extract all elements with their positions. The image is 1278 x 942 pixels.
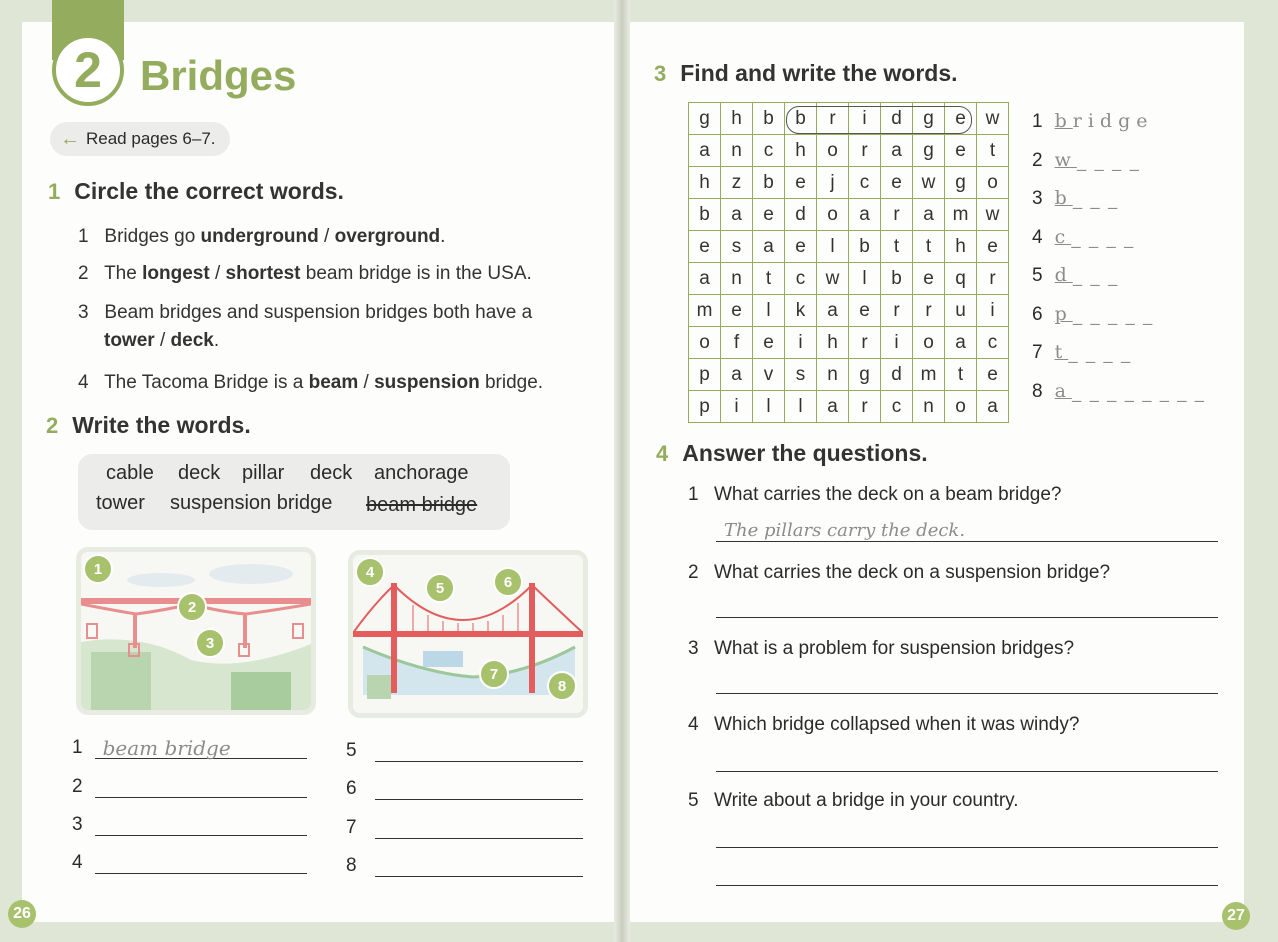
grid-cell[interactable]: r: [881, 295, 913, 327]
grid-cell[interactable]: w: [977, 103, 1009, 135]
grid-cell[interactable]: i: [881, 327, 913, 359]
grid-cell[interactable]: d: [785, 199, 817, 231]
clue-number: 2: [1032, 149, 1043, 171]
answer-line-q4[interactable]: [716, 770, 1218, 772]
clue-letters: [1055, 226, 1135, 248]
grid-cell[interactable]: r: [817, 103, 849, 135]
grid-cell[interactable]: e: [977, 231, 1009, 263]
answer-line[interactable]: [375, 816, 583, 839]
grid-cell[interactable]: e: [753, 199, 785, 231]
word-clue[interactable]: [1032, 264, 1118, 287]
ex2-answer-8: 8: [346, 854, 583, 877]
grid-cell[interactable]: n: [913, 391, 945, 423]
grid-cell[interactable]: l: [753, 391, 785, 423]
grid-row: [689, 199, 1009, 231]
word-bank-item: tower: [96, 492, 145, 514]
grid-cell[interactable]: r: [913, 295, 945, 327]
grid-cell[interactable]: p: [689, 359, 721, 391]
arrow-left-icon: ←: [60, 127, 80, 150]
grid-cell[interactable]: b: [881, 263, 913, 295]
clue-letters: [1055, 380, 1206, 402]
grid-cell[interactable]: l: [849, 263, 881, 295]
grid-cell[interactable]: e: [689, 231, 721, 263]
clue-number: 8: [1032, 380, 1043, 402]
picture-label: 6: [493, 567, 523, 597]
ex2-answer-2: 2: [72, 775, 307, 798]
grid-cell[interactable]: z: [721, 167, 753, 199]
grid-cell[interactable]: t: [753, 263, 785, 295]
grid-cell[interactable]: c: [881, 391, 913, 423]
answer-line[interactable]: [95, 813, 307, 836]
read-pages-text: Read pages 6–7.: [86, 129, 216, 148]
unit-title: Bridges: [140, 52, 297, 99]
beam-bridge-picture: [76, 547, 316, 715]
question-1: 1 What carries the deck on a beam bridge?: [688, 484, 1062, 505]
grid-cell[interactable]: s: [785, 359, 817, 391]
grid-cell[interactable]: b: [753, 167, 785, 199]
clue-letters: [1055, 149, 1140, 171]
word-bank-item: deck: [310, 462, 353, 484]
grid-cell[interactable]: a: [977, 391, 1009, 423]
grid-cell[interactable]: o: [913, 327, 945, 359]
grid-cell[interactable]: t: [945, 359, 977, 391]
word-bank-item: cable: [106, 462, 154, 484]
grid-cell[interactable]: b: [689, 199, 721, 231]
option-longest[interactable]: longest: [142, 263, 210, 284]
grid-cell[interactable]: r: [977, 263, 1009, 295]
clue-number: 3: [1032, 188, 1043, 209]
word-clue[interactable]: [1032, 226, 1134, 249]
word-clue[interactable]: [1032, 380, 1205, 403]
ex1-item-1: 1 Bridges go underground / overground.: [78, 226, 446, 247]
grid-cell[interactable]: w: [817, 263, 849, 295]
grid-row: [689, 135, 1009, 167]
exercise-4-heading: 4 Answer the questions.: [656, 440, 928, 466]
grid-cell[interactable]: g: [849, 359, 881, 391]
option-shortest[interactable]: shortest: [225, 263, 301, 284]
grid-cell[interactable]: c: [977, 327, 1009, 359]
ex2-answer-5: 5: [346, 739, 583, 762]
grid-row: [689, 295, 1009, 327]
clue-number: 4: [1032, 226, 1043, 248]
page-number-left: 26: [8, 900, 36, 928]
grid-cell[interactable]: g: [913, 135, 945, 167]
grid-cell[interactable]: a: [689, 135, 721, 167]
grid-cell[interactable]: r: [849, 391, 881, 423]
grid-cell[interactable]: e: [753, 327, 785, 359]
grid-cell[interactable]: c: [753, 135, 785, 167]
option-suspension[interactable]: suspension: [374, 372, 480, 393]
grid-cell[interactable]: r: [849, 327, 881, 359]
picture-label: 7: [479, 659, 509, 689]
clue-letters: [1055, 110, 1154, 132]
word-bank-item: pillar: [242, 462, 285, 484]
unit-number: 2: [52, 34, 124, 106]
grid-cell[interactable]: e: [945, 103, 977, 135]
ex1-item-3: 3 Beam bridges and suspension bridges both have a: [78, 302, 533, 323]
read-pages-pill: [50, 122, 230, 156]
grid-cell[interactable]: o: [977, 167, 1009, 199]
grid-cell[interactable]: g: [689, 103, 721, 135]
clue-number: 1: [1032, 111, 1043, 132]
ex1-item-2: 2 The longest / shortest beam bridge is in the USA.: [78, 263, 532, 284]
question-2: 2 What carries the deck on a suspension bridge?: [688, 562, 1111, 583]
grid-cell[interactable]: o: [817, 135, 849, 167]
picture-label: 8: [547, 671, 577, 701]
grid-cell[interactable]: o: [817, 199, 849, 231]
grid-cell[interactable]: o: [689, 327, 721, 359]
clue-number: 6: [1032, 303, 1043, 325]
grid-cell[interactable]: a: [721, 199, 753, 231]
question-4: 4 Which bridge collapsed when it was windy?: [688, 714, 1080, 735]
suspension-bridge-picture: [348, 550, 588, 718]
grid-cell[interactable]: t: [913, 231, 945, 263]
answer-line[interactable]: beam bridge: [95, 736, 307, 759]
grid-cell[interactable]: o: [945, 391, 977, 423]
grid-cell[interactable]: j: [817, 167, 849, 199]
book-gutter: [614, 0, 630, 942]
grid-cell[interactable]: b: [785, 103, 817, 135]
grid-cell[interactable]: m: [689, 295, 721, 327]
ex1-item-4: 4 The Tacoma Bridge is a beam / suspension bridge.: [78, 372, 544, 393]
found-word-circle: [786, 106, 972, 134]
question-3: 3 What is a problem for suspension bridges?: [688, 638, 1075, 659]
grid-cell[interactable]: g: [913, 103, 945, 135]
grid-cell[interactable]: h: [721, 103, 753, 135]
word-bank: [78, 454, 510, 530]
grid-cell[interactable]: i: [977, 295, 1009, 327]
clue-first-letter: c: [1054, 225, 1072, 248]
clue-blanks: _ _ _: [1072, 264, 1119, 286]
grid-cell[interactable]: s: [721, 231, 753, 263]
grid-row: [689, 359, 1009, 391]
grid-cell[interactable]: n: [721, 263, 753, 295]
exercise-1-heading: 1 Circle the correct words.: [48, 178, 344, 204]
grid-cell[interactable]: m: [945, 199, 977, 231]
clue-blanks: _ _ _: [1072, 187, 1119, 209]
grid-cell[interactable]: b: [753, 103, 785, 135]
answer-line-q3[interactable]: [716, 692, 1218, 694]
grid-cell[interactable]: h: [785, 135, 817, 167]
clue-letters: [1055, 264, 1119, 286]
grid-cell[interactable]: c: [785, 263, 817, 295]
grid-cell[interactable]: i: [721, 391, 753, 423]
clue-number: 5: [1032, 265, 1043, 286]
clue-letters: [1055, 303, 1154, 325]
clue-blanks: _ _ _ _ _ _ _ _: [1071, 379, 1206, 402]
grid-cell[interactable]: k: [785, 295, 817, 327]
ex1-item-3-options: tower / deck.: [104, 330, 220, 351]
grid-cell[interactable]: p: [689, 391, 721, 423]
grid-cell[interactable]: h: [689, 167, 721, 199]
clue-blanks: _ _ _ _: [1076, 148, 1140, 171]
grid-cell[interactable]: a: [881, 135, 913, 167]
beam-bridge-illustration: [81, 552, 311, 710]
grid-row: [689, 391, 1009, 423]
ex2-answer-4: 4: [72, 851, 307, 874]
grid-cell[interactable]: c: [849, 167, 881, 199]
ex2-answer-6: 6: [346, 777, 583, 800]
answer-line[interactable]: [375, 739, 583, 762]
clue-first-letter: b: [1054, 110, 1073, 132]
word-clue[interactable]: [1032, 303, 1153, 326]
exercise-2-heading: 2 Write the words.: [46, 412, 251, 438]
word-bank-item: suspension bridge: [170, 492, 333, 514]
grid-cell[interactable]: w: [977, 199, 1009, 231]
exercise-3-heading: 3 Find and write the words.: [654, 60, 958, 86]
grid-cell[interactable]: e: [785, 167, 817, 199]
grid-cell[interactable]: a: [849, 199, 881, 231]
clue-blanks: _ _ _ _: [1071, 225, 1135, 248]
grid-cell[interactable]: l: [817, 231, 849, 263]
grid-cell[interactable]: t: [881, 231, 913, 263]
grid-row: [689, 167, 1009, 199]
grid-cell[interactable]: m: [913, 359, 945, 391]
grid-cell[interactable]: b: [849, 231, 881, 263]
clue-first-letter: p: [1054, 302, 1073, 325]
clue-first-letter: a: [1054, 379, 1072, 402]
option-tower[interactable]: tower: [104, 330, 155, 351]
grid-cell[interactable]: n: [817, 359, 849, 391]
answer-line-q1[interactable]: [716, 540, 1218, 542]
grid-cell[interactable]: e: [849, 295, 881, 327]
clue-first-letter: b: [1054, 187, 1073, 209]
grid-cell[interactable]: d: [881, 103, 913, 135]
ex2-answer-1: 1 beam bridge: [72, 736, 307, 759]
grid-cell[interactable]: w: [913, 167, 945, 199]
handwritten-answer-1: The pillars carry the deck.: [724, 520, 966, 541]
option-beam[interactable]: beam: [308, 372, 359, 393]
grid-cell[interactable]: u: [945, 295, 977, 327]
grid-cell[interactable]: e: [913, 263, 945, 295]
clue-letters: [1055, 187, 1119, 209]
grid-cell[interactable]: q: [945, 263, 977, 295]
word-bank-item-crossed: beam bridge: [366, 494, 478, 516]
grid-cell[interactable]: l: [785, 391, 817, 423]
option-deck[interactable]: deck: [170, 330, 214, 351]
clue-rest: ridge: [1072, 110, 1154, 132]
clue-first-letter: w: [1054, 148, 1077, 171]
clue-first-letter: d: [1054, 264, 1073, 286]
grid-cell[interactable]: h: [817, 327, 849, 359]
grid-cell[interactable]: a: [689, 263, 721, 295]
grid-cell[interactable]: a: [721, 359, 753, 391]
grid-cell[interactable]: v: [753, 359, 785, 391]
grid-cell[interactable]: a: [753, 231, 785, 263]
clue-blanks: _ _ _ _: [1068, 341, 1132, 363]
answer-line-q5a[interactable]: [716, 846, 1218, 848]
option-overground[interactable]: overground: [334, 226, 441, 247]
answer-line[interactable]: [375, 854, 583, 877]
word-clue[interactable]: [1032, 187, 1118, 210]
grid-row: [689, 327, 1009, 359]
grid-cell[interactable]: e: [785, 231, 817, 263]
grid-cell[interactable]: l: [753, 295, 785, 327]
grid-row: [689, 231, 1009, 263]
grid-cell[interactable]: f: [721, 327, 753, 359]
answer-line-q2[interactable]: [716, 616, 1218, 618]
grid-cell[interactable]: r: [849, 135, 881, 167]
clue-blanks: _ _ _ _ _: [1072, 302, 1154, 325]
answer-line[interactable]: [95, 851, 307, 874]
page-number-right: 27: [1222, 902, 1250, 930]
ex2-answer-7: 7: [346, 816, 583, 839]
grid-cell[interactable]: h: [945, 231, 977, 263]
grid-cell[interactable]: a: [817, 391, 849, 423]
grid-cell[interactable]: a: [817, 295, 849, 327]
clue-first-letter: t: [1054, 341, 1069, 363]
grid-cell[interactable]: n: [721, 135, 753, 167]
answer-line[interactable]: [375, 777, 583, 800]
picture-label: 5: [425, 573, 455, 603]
word-bank-item: deck: [178, 462, 221, 484]
clue-number: 7: [1032, 342, 1043, 363]
picture-label: 4: [355, 557, 385, 587]
grid-cell[interactable]: d: [881, 359, 913, 391]
clue-letters: [1055, 341, 1132, 363]
grid-cell[interactable]: a: [945, 327, 977, 359]
picture-label: 2: [177, 592, 207, 622]
ex2-answer-3: 3: [72, 813, 307, 836]
option-underground[interactable]: underground: [200, 226, 319, 247]
word-bank-item: anchorage: [374, 462, 469, 484]
grid-cell[interactable]: g: [945, 167, 977, 199]
grid-cell[interactable]: e: [881, 167, 913, 199]
grid-cell[interactable]: e: [977, 359, 1009, 391]
word-clue[interactable]: [1032, 110, 1153, 133]
answer-line-q5b[interactable]: [716, 884, 1218, 886]
word-clue[interactable]: [1032, 149, 1140, 172]
grid-row: [689, 263, 1009, 295]
answer-line[interactable]: [95, 775, 307, 798]
grid-cell[interactable]: a: [913, 199, 945, 231]
grid-cell[interactable]: i: [785, 327, 817, 359]
picture-label: 3: [195, 628, 225, 658]
word-clue[interactable]: [1032, 341, 1131, 364]
grid-cell[interactable]: r: [881, 199, 913, 231]
grid-cell[interactable]: i: [849, 103, 881, 135]
grid-cell[interactable]: e: [945, 135, 977, 167]
word-search-grid: [688, 102, 1009, 423]
question-5: 5 Write about a bridge in your country.: [688, 790, 1019, 811]
grid-cell[interactable]: e: [721, 295, 753, 327]
picture-label: 1: [83, 554, 113, 584]
grid-cell[interactable]: t: [977, 135, 1009, 167]
